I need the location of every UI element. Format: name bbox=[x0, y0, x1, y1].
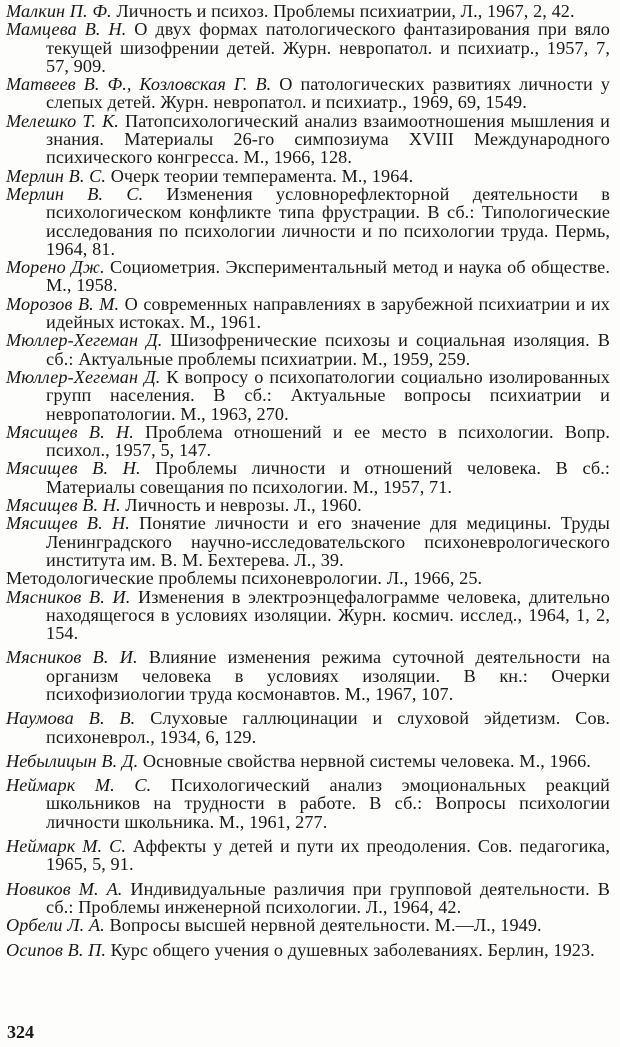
entry-author: Морено Дж. bbox=[6, 257, 105, 278]
entry-author: Мерлин В. С. bbox=[6, 183, 144, 204]
entry-author: Осипов В. П. bbox=[6, 939, 107, 960]
entry-text: Личность и неврозы. Л., 1960. bbox=[120, 495, 362, 516]
entry-author: Мюллер-Хегеман Д. bbox=[6, 366, 161, 387]
entry-text: Изменения в электроэнцефалограмме человека, длительно находящегося в условиях изоляции. Журн. космич. исслед., 1964, 1, 2, 154. bbox=[46, 586, 610, 644]
entry-author: Мясищев В. Н. bbox=[6, 421, 134, 442]
bibliography-entry bbox=[6, 837, 610, 874]
entry-text: Очерк теории темперамента. М., 1964. bbox=[106, 165, 414, 186]
bibliography-entry bbox=[6, 423, 610, 460]
entry-author: Мясников В. И. bbox=[6, 586, 131, 607]
entry-text: Изменения условнорефлекторной деятельности в психологическом конфликте типа фрустрации. В сб.: Типологические исследования по психологии личности и по психологии труда. Пермь, 1964, 81. bbox=[46, 183, 610, 259]
bibliography-entry bbox=[6, 20, 610, 75]
entry-text: Методологические проблемы психоневрологии. Л., 1966, 25. bbox=[6, 568, 483, 589]
entry-text: Личность и психоз. Проблемы психиатрии, Л., 1967, 2, 42. bbox=[111, 1, 575, 21]
bibliography-list bbox=[6, 2, 610, 959]
bibliography-entry bbox=[6, 514, 610, 569]
entry-author: Мамцева В. Н. bbox=[6, 19, 127, 40]
entry-text: Понятие личности и его значение для медицины. Труды Ленинградского научно-исследовательского психоневрологического института им. В. М. Бехтерева. Л., 39. bbox=[46, 513, 610, 570]
entry-author: Мясников В. И. bbox=[6, 647, 138, 668]
entry-text: О патологических развитиях личности у слепых детей. Журн. невропатол. и психиатр., 1969, 69, 1549. bbox=[46, 74, 611, 113]
entry-author: Небылицын В. Д. bbox=[6, 750, 139, 771]
entry-text: Шизофренические психозы и социальная изоляция. В сб.: Актуальные проблемы психиатрии. М., 1959, 259. bbox=[46, 330, 610, 369]
entry-text: Основные свойства нервной системы человека. М., 1966. bbox=[138, 750, 591, 771]
entry-text: Проблема отношений и ее место в психологии. Вопр. психол., 1957, 5, 147. bbox=[46, 421, 610, 461]
entry-author: Морозов В. М. bbox=[6, 293, 120, 314]
entry-author: Мясищев В. Н. bbox=[6, 513, 130, 534]
entry-author: Мясищев В. Н. bbox=[6, 458, 141, 479]
entry-author: Неймарк М. С. bbox=[6, 775, 152, 796]
bibliography-entry bbox=[6, 295, 610, 332]
entry-author: Мясищев В. Н. bbox=[6, 495, 121, 516]
bibliography-entry bbox=[6, 331, 610, 368]
bibliography-entry bbox=[6, 880, 610, 917]
bibliography-entry bbox=[6, 258, 610, 295]
entry-text: Психологический анализ эмоциональных реакций школьников на трудности в работе. В сб.: Вопросы психологии личности школьника. М., 1961, 277. bbox=[46, 775, 611, 832]
entry-text: О современных направлениях в зарубежной психиатрии и их идейных истоках. М., 1961. bbox=[46, 293, 610, 333]
bibliography-entry bbox=[6, 496, 610, 514]
bibliography-entry bbox=[6, 75, 610, 112]
entry-author: Матвеев В. Ф., Козловская Г. В. bbox=[6, 74, 272, 95]
entry-author: Орбели Л. А. bbox=[6, 915, 105, 936]
page-number: 324 bbox=[7, 1022, 34, 1042]
entry-text: Влияние изменения режима суточной деятельности на организм человека в условиях изоляции. В кн.: Очерки психофизиологии труда космонавтов. М., 1967, 107. bbox=[46, 647, 610, 704]
bibliography-entry bbox=[6, 459, 610, 496]
entry-author: Мелешко Т. К. bbox=[6, 110, 119, 131]
bibliography-entry bbox=[6, 941, 610, 959]
entry-text: Индивидуальные различия при групповой деятельности. В сб.: Проблемы инженерной психологии. Л., 1964, 42. bbox=[46, 878, 610, 917]
entry-text: Социометрия. Экспериментальный метод и наука об обществе. М., 1958. bbox=[46, 257, 610, 296]
bibliography-entry bbox=[6, 2, 610, 20]
entry-text: Проблемы личности и отношений человека. В сб.: Материалы совещания по психологии. М., 1957, 71. bbox=[46, 458, 610, 497]
bibliography-entry bbox=[6, 709, 610, 746]
bibliography-entry bbox=[6, 648, 610, 703]
entry-author: Мерлин В. С. bbox=[6, 165, 107, 186]
bibliography-entry bbox=[6, 588, 610, 643]
bibliography-entry bbox=[6, 185, 610, 258]
entry-author: Новиков М. А. bbox=[6, 878, 123, 899]
entry-text: К вопросу о психопатологии социально изолированных групп населения. В сб.: Актуальные вопросы психиатрии и невропатологии. М., 1963, 270. bbox=[46, 366, 610, 424]
entry-text: Слуховые галлюцинации и слуховой эйдетизм. Сов. психоневрол., 1934, 6, 129. bbox=[46, 708, 610, 747]
bibliography-entry bbox=[6, 167, 610, 185]
entry-author: Наумова В. В. bbox=[6, 708, 136, 729]
entry-author: Мюллер-Хегеман Д. bbox=[6, 330, 163, 351]
entry-text: Вопросы высшей нервной деятельности. М.—Л., 1949. bbox=[104, 915, 542, 936]
entry-text: О двух формах патологического фантазирования при вяло текущей шизофрении детей. Журн. невропатол. и психиатр., 1957, 7, 57, 909. bbox=[46, 19, 611, 76]
bibliography-entry bbox=[6, 916, 610, 934]
bibliography-entry bbox=[6, 776, 610, 831]
entry-text: Аффекты у детей и пути их преодоления. Сов. педагогика, 1965, 5, 91. bbox=[46, 836, 610, 875]
bibliography-entry bbox=[6, 112, 610, 167]
entry-author: Малкин П. Ф. bbox=[6, 1, 112, 21]
entry-text: Курс общего учения о душевных заболеваниях. Берлин, 1923. bbox=[106, 939, 595, 960]
entry-text: Патопсихологический анализ взаимоотношения мышления и знания. Материалы 26-го симпозиума XVIII Международного психического конгресса. М., 1966, 128. bbox=[46, 110, 610, 168]
bibliography-entry bbox=[6, 368, 610, 423]
entry-author: Неймарк М. С. bbox=[6, 836, 126, 857]
bibliography-entry bbox=[6, 752, 610, 770]
bibliography-entry bbox=[6, 569, 610, 587]
